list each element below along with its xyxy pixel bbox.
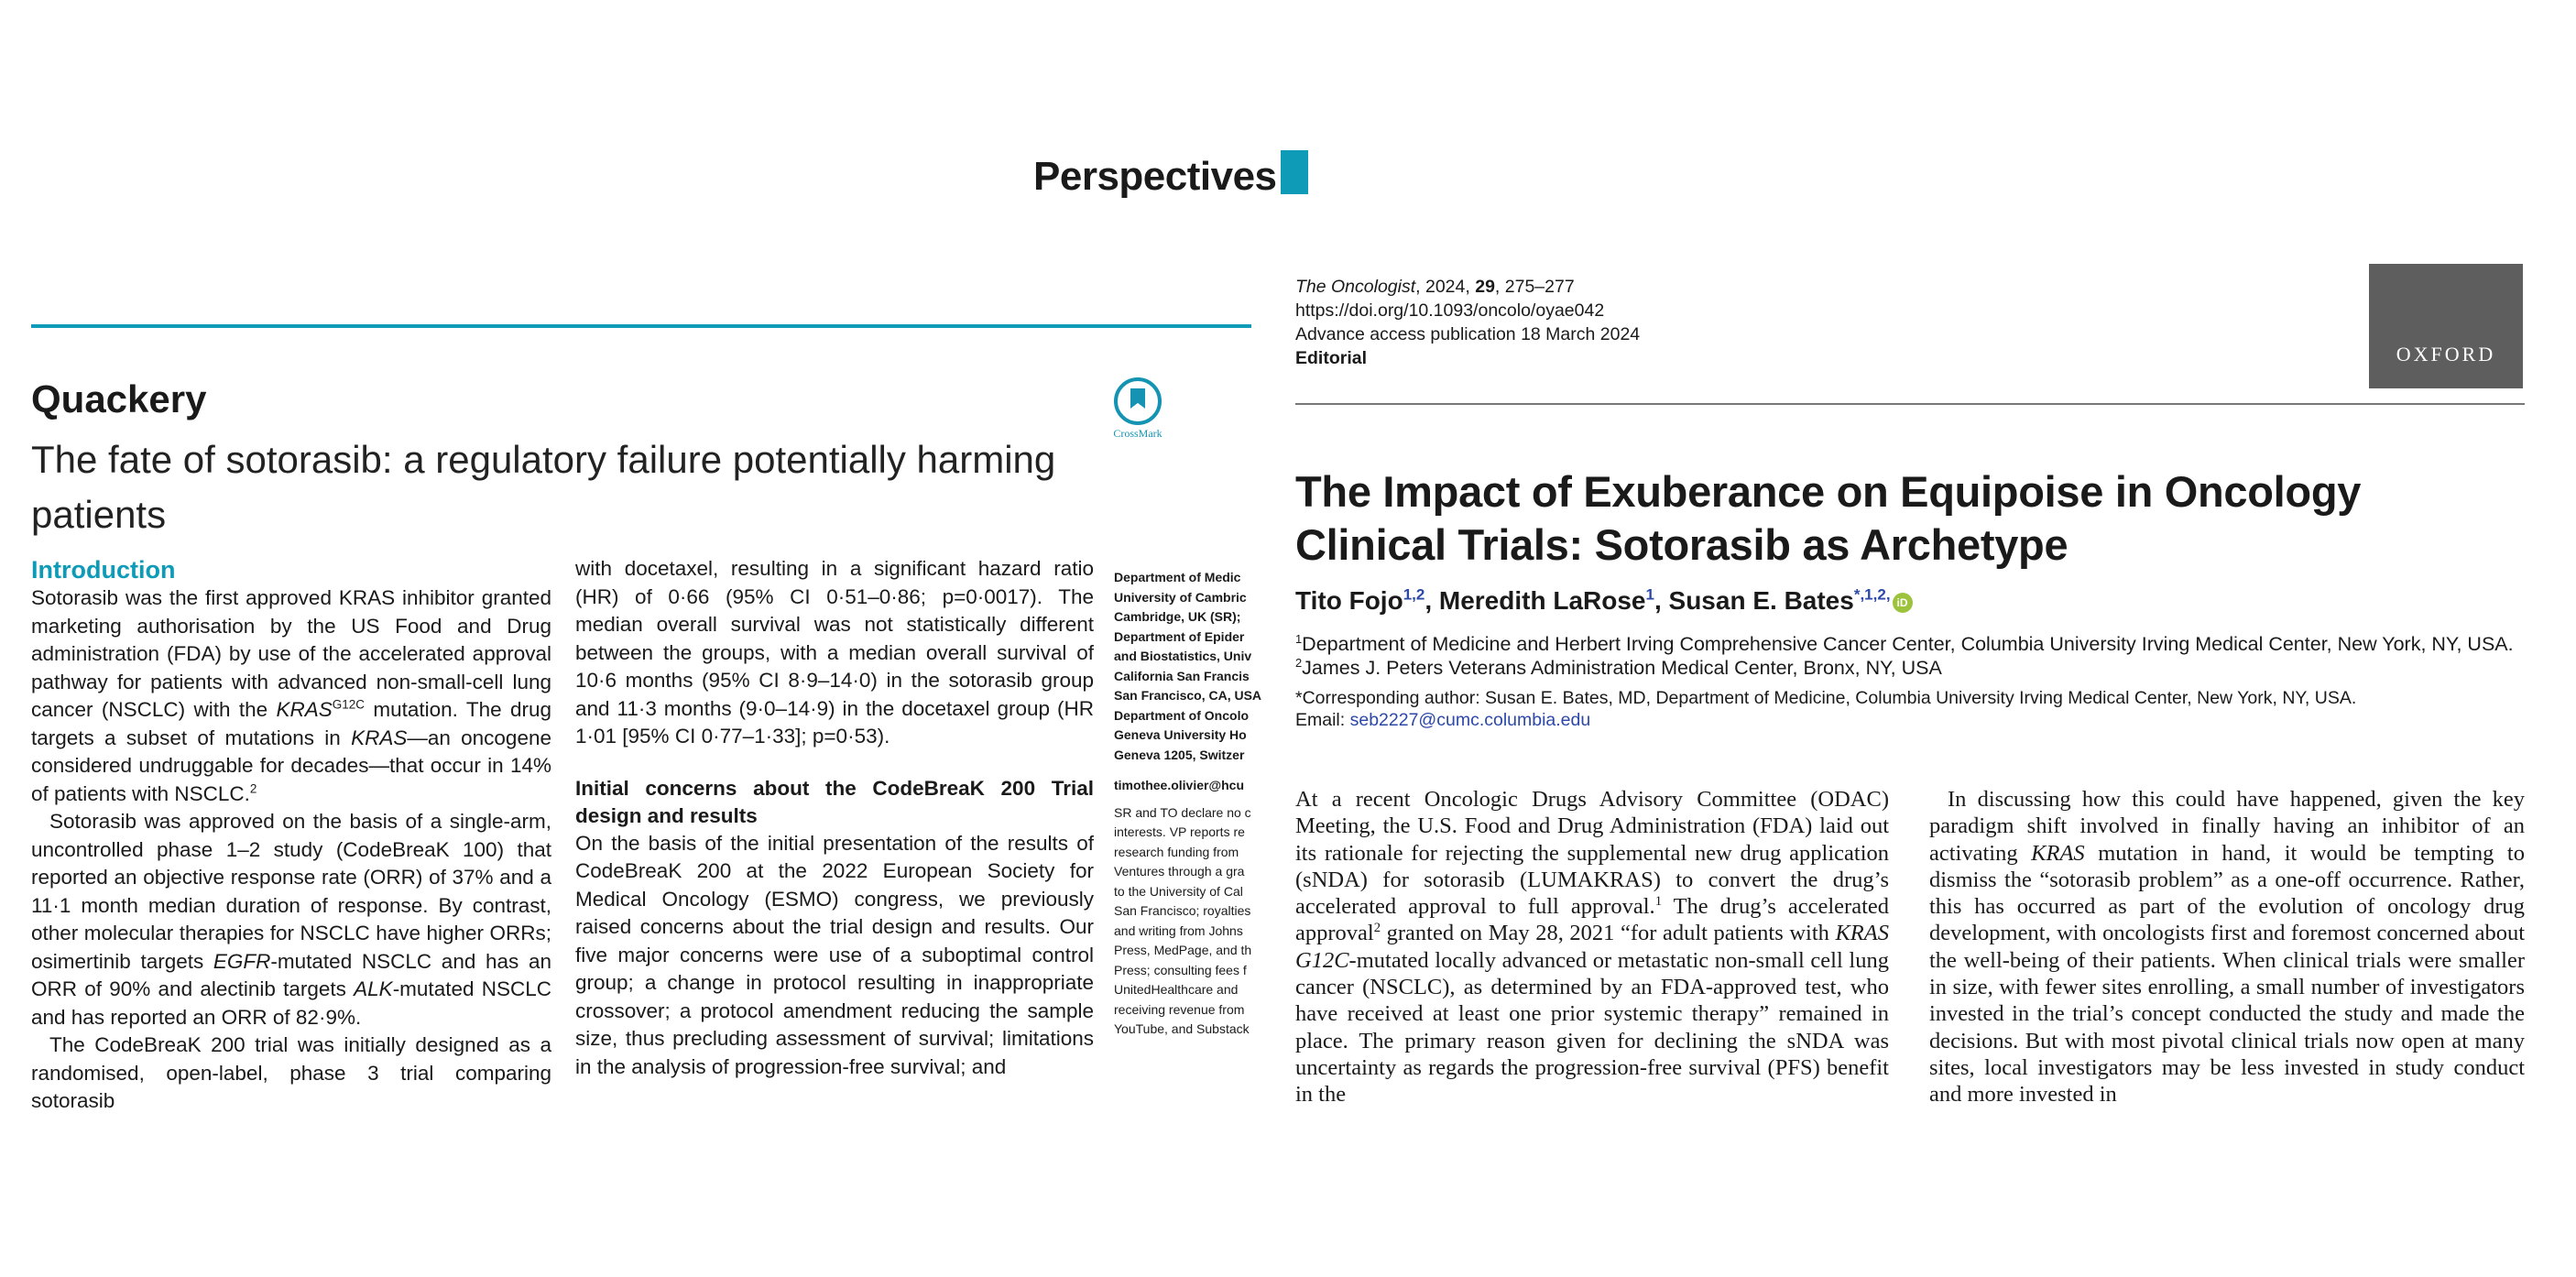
article-title-left: The fate of sotorasib: a regulatory failure potentially harming patients <box>31 438 1056 536</box>
margin-interest-line: Ventures through a gra <box>1114 864 1245 879</box>
margin-interest-line: and writing from Johns <box>1114 922 1243 938</box>
margin-interest-line: UnitedHealthcare and <box>1114 982 1239 997</box>
margin-interest-line: San Francisco; royalties <box>1114 903 1251 918</box>
email-line: Email: seb2227@cumc.columbia.edu <box>1295 710 1591 730</box>
header-rule-right <box>1295 403 2525 405</box>
corresponding-author <box>1295 687 2356 731</box>
margin-interest-line: Press; consulting fees f <box>1114 962 1247 977</box>
paragraph: On the basis of the initial presentation of the results of CodeBreaK 200 at the 2022 European Society for Medical Oncology (ESMO) congress, we previously raised concerns about the trial design and results. Our five major concerns were use of a suboptimal control group; a change in protocol resulting in inappropriate crossover; a protocol amendment reducing the sample size, thus precluding assessment of survival; limitations in the analysis of progression-free survival; and <box>575 831 1094 1078</box>
left-body-column-1 <box>31 555 551 1112</box>
article-kicker: Quackery <box>31 377 207 420</box>
section-title: Perspectives <box>1033 154 1277 199</box>
margin-affiliation-line: University of Cambric <box>1114 589 1247 605</box>
margin-affiliation-line: San Francisco, CA, USA <box>1114 688 1262 703</box>
doi-link[interactable]: https://doi.org/10.1093/oncolo/oyae042 <box>1295 300 1605 321</box>
right-body-column-1 <box>1295 786 1889 1114</box>
margin-affiliation-line: Department of Oncolo <box>1114 707 1250 723</box>
author-affiliation-ref[interactable]: 1,2 <box>1403 585 1425 604</box>
author-list <box>1295 586 1913 616</box>
margin-affiliation-line: and Biostatistics, Univ <box>1114 649 1252 663</box>
journal-metadata <box>1295 275 1640 370</box>
margin-affiliation-line: Geneva University Ho <box>1114 727 1247 742</box>
affiliations <box>1295 632 2514 680</box>
author-affiliation-ref[interactable]: *,1,2, <box>1853 585 1891 604</box>
author-name: , Meredith LaRose <box>1424 586 1646 615</box>
margin-interest-line: research funding from <box>1114 844 1239 859</box>
paragraph: with docetaxel, resulting in a significant hazard ratio (HR) of 0·66 (95% CI 0·51–0·86; p=0·0017). The median overall survival was not statistically different between the groups, with a median overall survival of 10·6 months (95% CI 8·9–14·0) in the sotorasib group and 11·3 months (9·0–14·9) in the docetaxel group (HR 1·01 [95% CI 0·77–1·33]; p=0·53). <box>575 557 1094 748</box>
margin-interest-line: to the University of Cal <box>1114 883 1243 899</box>
margin-affiliation-line: Cambridge, UK (SR); <box>1114 609 1241 624</box>
header-rule <box>31 324 1251 328</box>
author-name: , Susan E. Bates <box>1654 586 1854 615</box>
publisher-logo <box>2369 264 2523 388</box>
crossmark-label: CrossMark <box>1113 427 1162 440</box>
margin-affiliation-line: Department of Epider <box>1114 628 1245 644</box>
margin-affiliation-line: Geneva 1205, Switzer <box>1114 747 1245 762</box>
paragraph: In discussing how this could have happened, given the key paradigm shift involved in finally having an inhibitor of an activating KRAS mutation in hand, it would be tempting to dismiss the “sotorasib problem” as a one-off occurrence. Rather, this has occurred as part of the evolution of oncology drug development, with oncologists first and foremost concerned about the well-being of their patients. When clinical trials were smaller in size, with fewer sites enrolling, a small number of investigators invested in the trial’s concept conducted the study and made the decisions. But with most pivotal clinical trials now open at many sites, local investigators may be less invested in study conduct and more invested in <box>1929 787 2525 1108</box>
left-body-column-2 <box>575 555 1094 1078</box>
margin-interest-line: Press, MedPage, and th <box>1114 943 1252 957</box>
right-body-column-2 <box>1929 786 2525 1114</box>
publisher-name: OXFORD <box>2396 343 2496 366</box>
paragraph: Sotorasib was approved on the basis of a single-arm, uncontrolled phase 1–2 study (CodeBreaK 100) that reported an objective response rate (ORR) of 37% and a 11·1 month median duration of response. By contrast, other molecular therapies for NSCLC have higher ORRs; osimertinib targets EGFR-mutated NSCLC and has an ORR of 90% and alectinib targets ALK-mutated NSCLC and has reported an ORR of 82·9%. <box>31 810 551 1029</box>
citation-line: The Oncologist, 2024, 29, 275–277 <box>1295 277 1575 297</box>
crossmark-badge[interactable] <box>1110 377 1165 441</box>
paragraph: The CodeBreaK 200 trial was initially designed as a randomised, open-label, phase 3 trial comparing sotorasib <box>31 1033 551 1112</box>
crossmark-icon <box>1114 377 1162 425</box>
paragraph: Sotorasib was the first approved KRAS inhibitor granted marketing authorisation by the US Food and Drug administration (FDA) by use of the accelerated approval pathway for patients with advanced non-small-cell lung cancer (NSCLC) with the $KRAS^{G12C}$ mutation. The drug targets a subset of mutations in KRAS—an oncogene considered undruggable for decades—that occur in 14% of patients with NSCLC.$^2$ <box>31 586 551 805</box>
corresponding-line: *Corresponding author: Susan E. Bates, MD, Department of Medicine, Columbia University Irving Medical Center, New York, NY, USA. <box>1295 688 2357 708</box>
article-type: Editorial <box>1295 348 1368 368</box>
margin-interest-line: interests. VP reports re <box>1114 824 1245 839</box>
margin-notes <box>1114 568 1262 1074</box>
paragraph: At a recent Oncologic Drugs Advisory Committee (ODAC) Meeting, the U.S. Food and Drug Administration (FDA) laid out its rationale for rejecting the supplemental new drug application (sNDA) for sotorasib (LUMAKRAS) to convert the drug’s accelerated approval to full approval.$^1$ The drug’s accelerated approval$^2$ granted on May 28, 2021 “for adult patients with KRAS G12C-mutated locally advanced or metastatic non-small cell lung cancer (NSCLC), as determined by an FDA-approved test, who have received at least one prior systemic therapy” remained in place. The primary reason given for declining the sNDA was uncertainty as regards the progression-free survival (PFS) benefit in the <box>1295 787 1889 1108</box>
email-link[interactable]: seb2227@cumc.columbia.edu <box>1349 710 1591 730</box>
margin-interest-line: YouTube, and Substack <box>1114 1021 1250 1036</box>
margin-affiliation-line: California San Francis <box>1114 668 1250 683</box>
article-title-right: The Impact of Exuberance on Equipoise in Oncology Clinical Trials: Sotorasib as Archetype <box>1295 467 2362 569</box>
subsection-heading: Initial concerns about the CodeBreaK 200 Trial design and results <box>575 776 1094 827</box>
margin-interest-line: SR and TO declare no c <box>1114 804 1251 820</box>
orcid-icon[interactable]: iD <box>1893 593 1913 613</box>
affiliation-line: $^1$Department of Medicine and Herbert Irving Comprehensive Cancer Center, Columbia University Irving Medical Center, New York, NY, USA. <box>1295 631 2514 655</box>
margin-interest-line: receiving revenue from <box>1114 1001 1245 1017</box>
publication-date: Advance access publication 18 March 2024 <box>1295 324 1641 344</box>
affiliation-line: $^2$James J. Peters Veterans Administration Medical Center, Bronx, NY, USA <box>1295 655 1942 679</box>
author-affiliation-ref[interactable]: 1 <box>1645 585 1654 604</box>
author-name: Tito Fojo <box>1295 586 1403 615</box>
intro-heading: Introduction <box>31 556 176 584</box>
margin-affiliation-line: Department of Medic <box>1114 570 1241 584</box>
margin-email[interactable]: timothee.olivier@hcu <box>1114 778 1245 792</box>
